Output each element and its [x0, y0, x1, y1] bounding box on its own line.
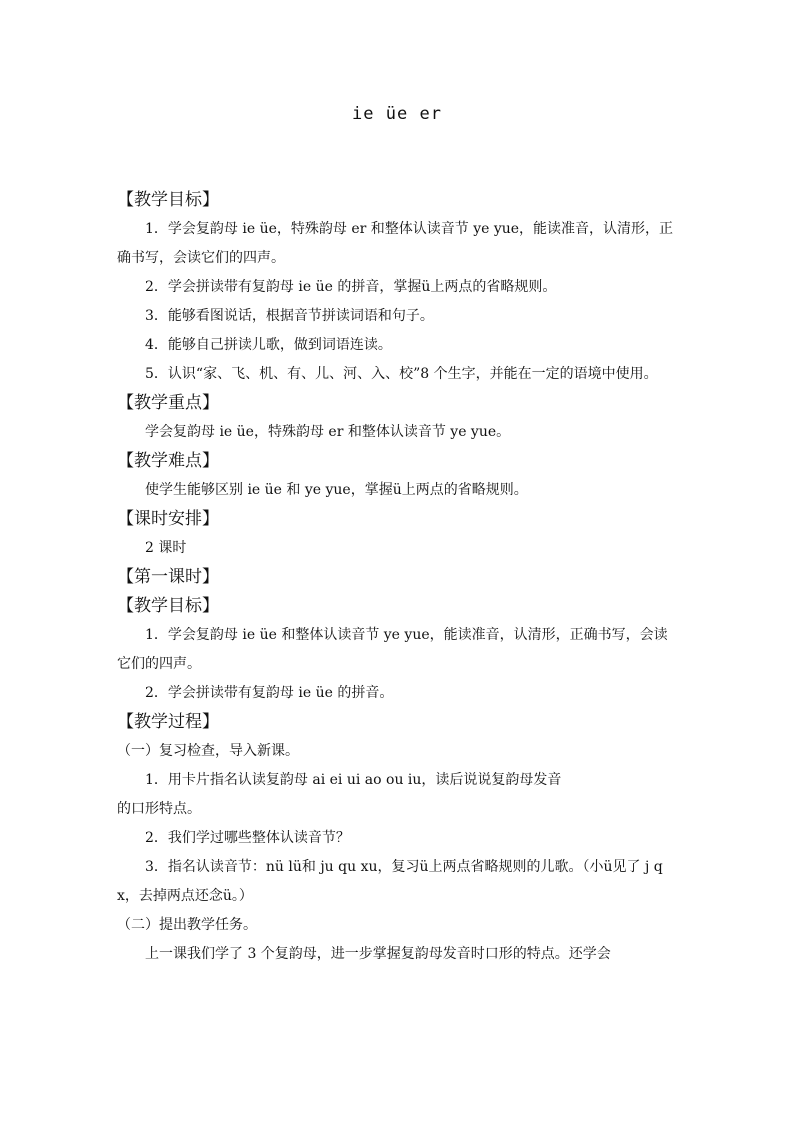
- process-step-title: （一）复习检查，导入新课。: [117, 743, 299, 759]
- section-heading-schedule: 【课时安排】: [117, 509, 219, 529]
- section-heading-lesson1: 【第一课时】: [117, 567, 219, 587]
- difficulty-text: 使学生能够区别 ie üe 和 ye yue，掌握ü上两点的省略规则。: [145, 482, 528, 498]
- goal-item: 1．学会复韵母 ie üe，特殊韵母 er 和整体认读音节 ye yue，能读准音，认清形，正确书写，会读它们的四声。: [117, 221, 674, 266]
- section-heading-process: 【教学过程】: [117, 712, 219, 732]
- lesson1-goal-item: 2．学会拼读带有复韵母 ie üe 的拼音。: [145, 685, 394, 701]
- document-body: [117, 186, 679, 969]
- document-title: ie üe er: [352, 104, 442, 124]
- process-step-text: 上一课我们学了 3 个复韵母，进一步掌握复韵母发音时口形的特点。还学会: [145, 946, 611, 962]
- goal-item: 5．认识“家、飞、机、有、儿、河、入、校”8 个生字，并能在一定的语境中使用。: [145, 366, 658, 382]
- section-heading-focus: 【教学重点】: [117, 393, 219, 413]
- lesson1-goal-item: 1．学会复韵母 ie üe 和整体认读音节 ye yue，能读准音，认清形，正确书写，会读它们的四声。: [117, 627, 668, 672]
- process-step-item: 1．用卡片指名认读复韵母 ai ei ui ao ou iu，读后说说复韵母发音 的口形特点。: [117, 772, 562, 817]
- section-heading-difficulty: 【教学难点】: [117, 451, 219, 471]
- schedule-text: 2 课时: [145, 540, 187, 556]
- focus-text: 学会复韵母 ie üe，特殊韵母 er 和整体认读音节 ye yue。: [145, 424, 511, 440]
- goal-item: 3．能够看图说话，根据音节拼读词语和句子。: [145, 308, 434, 324]
- process-step-item: 3．指名认读音节：nü lü和 ju qu xu，复习ü上两点省略规则的儿歌。（小ü见了 j q x，去掉两点还念ü。）: [117, 859, 663, 904]
- section-heading-goals: 【教学目标】: [117, 190, 219, 210]
- process-step-title: （二）提出教学任务。: [117, 917, 257, 933]
- section-heading-lesson1-goals: 【教学目标】: [117, 596, 219, 616]
- goal-item: 4．能够自己拼读儿歌，做到词语连读。: [145, 337, 392, 353]
- process-step-item: 2．我们学过哪些整体认读音节？: [145, 830, 350, 846]
- goal-item: 2．学会拼读带有复韵母 ie üe 的拼音，掌握ü上两点的省略规则。: [145, 279, 557, 295]
